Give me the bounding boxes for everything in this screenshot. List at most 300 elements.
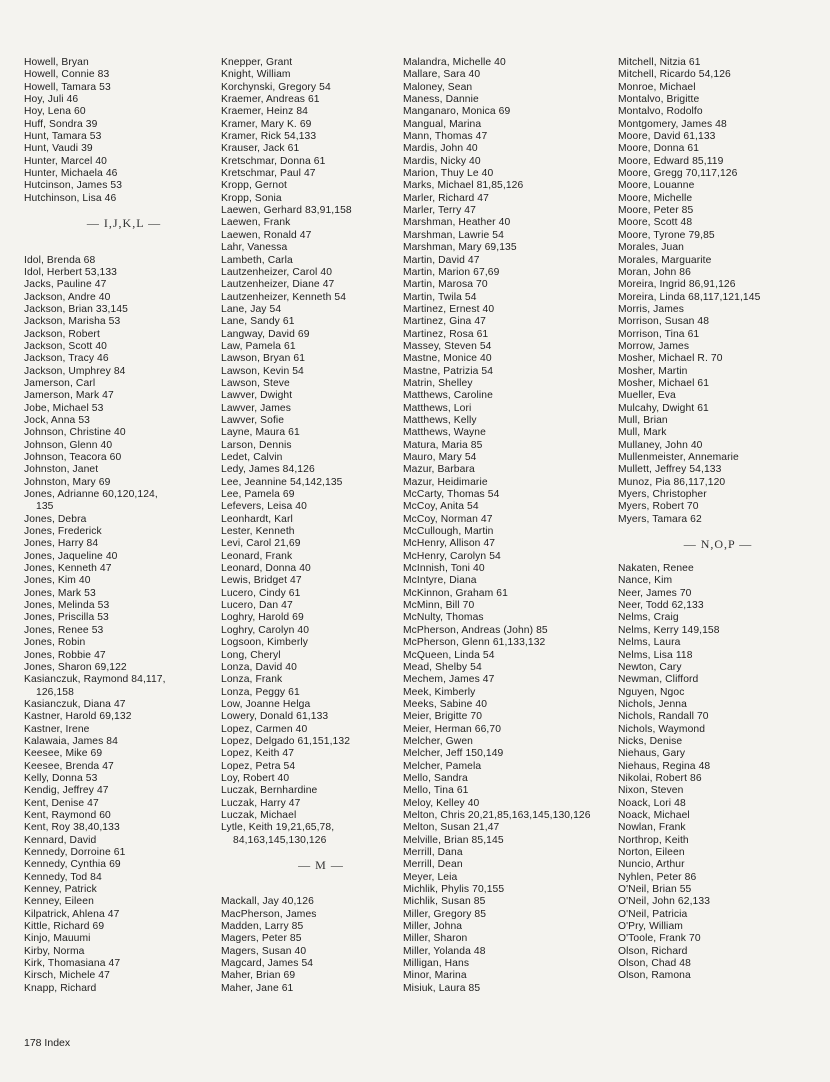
index-entry: Marshman, Heather 40: [403, 217, 511, 229]
index-entry: Jones, Frederick: [24, 526, 102, 538]
index-entry: Lawson, Bryan 61: [221, 353, 306, 365]
index-entry: MacPherson, James: [221, 908, 317, 920]
index-entry: Nance, Kim: [618, 575, 673, 587]
index-entry: Mauro, Mary 54: [403, 452, 477, 463]
index-entry: Lucero, Dan 47: [221, 600, 293, 612]
index-column-4: [618, 57, 818, 983]
index-entry-continuation: 126,158: [36, 686, 74, 698]
index-entry: Myers, Robert 70: [618, 501, 699, 513]
index-entry: Miller, Sharon: [403, 933, 468, 945]
index-entry: Jackson, Andre 40: [24, 291, 111, 303]
index-entry: Lahr, Vanessa: [221, 242, 288, 254]
index-entry: Laewen, Gerhard 83,91,158: [221, 205, 352, 217]
index-entry: Larson, Dennis: [221, 439, 292, 451]
index-entry: Moreira, Ingrid 86,91,126: [618, 279, 736, 291]
index-entry-continuation: 135: [36, 501, 54, 513]
index-entry: McInnish, Toni 40: [403, 563, 485, 575]
index-entry: Krauser, Jack 61: [221, 143, 300, 155]
index-entry: McIntyre, Diana: [403, 575, 477, 587]
index-entry: Newman, Clifford: [618, 674, 699, 686]
index-entry: Kramer, Rick 54,133: [221, 131, 317, 143]
index-entry: Jackson, Umphrey 84: [24, 365, 126, 377]
index-entry: Mazur, Barbara: [403, 464, 475, 476]
index-entry: Korchynski, Gregory 54: [221, 81, 331, 93]
index-entry: Hunt, Tamara 53: [24, 131, 102, 143]
index-entry: Mosher, Michael 61: [618, 377, 710, 389]
spacer: [24, 242, 224, 254]
index-entry: McPherson, Glenn 61,133,132: [403, 637, 546, 649]
index-entry: Kretschmar, Donna 61: [221, 155, 326, 167]
index-entry: Kastner, Irene: [24, 723, 90, 735]
index-entry: Kraemer, Andreas 61: [221, 94, 320, 106]
index-entry: Lytle, Keith 19,21,65,78,: [221, 822, 335, 834]
index-entry: Mull, Brian: [618, 414, 668, 426]
page-footer: 178 Index: [24, 1037, 71, 1049]
index-entry: Laewen, Frank: [221, 217, 291, 229]
index-entry: Jones, Renee 53: [24, 624, 104, 636]
index-entry: McCarty, Thomas 54: [403, 489, 500, 501]
index-entry: Jones, Kenneth 47: [24, 563, 112, 575]
index-entry: Montalvo, Rodolfo: [618, 106, 703, 118]
index-entry: Marks, Michael 81,85,126: [403, 180, 524, 192]
index-entry: Magers, Peter 85: [221, 933, 302, 945]
index-entry: Hunter, Michaela 46: [24, 168, 118, 180]
index-entry: Lautzenheizer, Diane 47: [221, 279, 335, 291]
index-entry: McCoy, Norman 47: [403, 513, 493, 525]
index-entry: Luczak, Bernhardine: [221, 785, 318, 797]
index-entry: Marshman, Lawrie 54: [403, 229, 504, 241]
index-entry: Lopez, Keith 47: [221, 748, 295, 760]
index-entry: Nichols, Randall 70: [618, 711, 709, 723]
index-entry: Merrill, Dana: [403, 847, 463, 858]
index-entry: Johnston, Mary 69: [24, 476, 111, 488]
index-entry: Mulcahy, Dwight 61: [618, 402, 709, 414]
index-entry: Moore, Tyrone 79,85: [618, 229, 715, 241]
index-entry: Mastne, Patrizia 54: [403, 365, 494, 377]
index-entry: Lawson, Kevin 54: [221, 365, 304, 377]
index-entry: Magcard, James 54: [221, 958, 314, 970]
section-header: — N,O,P —: [683, 537, 753, 552]
index-entry: Kennedy, Cynthia 69: [24, 859, 121, 871]
index-entry: Loghry, Harold 69: [221, 612, 304, 624]
index-entry: O'Neil, John 62,133: [618, 896, 711, 908]
index-entry: Martin, Marosa 70: [403, 279, 488, 291]
index-entry: Lawson, Steve: [221, 377, 290, 389]
spacer: [221, 884, 421, 896]
index-entry: Lopez, Delgado 61,151,132: [221, 735, 351, 747]
index-entry: Newton, Cary: [618, 661, 682, 673]
index-entry: Martinez, Ernest 40: [403, 303, 495, 315]
index-entry: Knapp, Richard: [24, 982, 97, 994]
index-entry: Morales, Juan: [618, 242, 684, 254]
index-entry: Miller, Johna: [403, 921, 463, 933]
index-entry: Nyhlen, Peter 86: [618, 871, 697, 883]
index-entry: Johnson, Glenn 40: [24, 439, 113, 451]
index-entry: Melville, Brian 85,145: [403, 834, 504, 846]
index-entry: Kasianczuk, Diana 47: [24, 698, 126, 710]
index-entry: Kennedy, Tod 84: [24, 871, 102, 883]
index-entry: Matthews, Lori: [403, 402, 472, 414]
index-entry: Mechem, James 47: [403, 674, 495, 686]
index-entry: O'Neil, Brian 55: [618, 884, 692, 896]
index-entry: Mardis, John 40: [403, 143, 478, 155]
index-entry: Moore, Donna 61: [618, 143, 700, 155]
index-entry: Kirsch, Michele 47: [24, 970, 110, 982]
index-entry: Melcher, Pamela: [403, 760, 482, 772]
index-entry: Kropp, Sonia: [221, 192, 282, 204]
index-entry: Jackson, Marisha 53: [24, 316, 121, 328]
index-entry: Mann, Thomas 47: [403, 131, 488, 143]
index-entry: Martinez, Rosa 61: [403, 328, 489, 340]
index-entry: Myers, Christopher: [618, 489, 707, 501]
index-entry: Nowlan, Frank: [618, 822, 686, 834]
index-entry: Kirk, Thomasiana 47: [24, 958, 121, 970]
index-entry: Kent, Roy 38,40,133: [24, 822, 120, 834]
index-entry: Nelms, Kerry 149,158: [618, 624, 720, 636]
index-entry: Melcher, Jeff 150,149: [403, 748, 504, 760]
index-entry: Morrison, Tina 61: [618, 328, 700, 340]
index-entry: Kirby, Norma: [24, 945, 85, 957]
index-entry: Mazur, Heidimarie: [403, 476, 488, 488]
index-entry: Mackall, Jay 40,126: [221, 896, 314, 908]
index-entry: Moore, Michelle: [618, 192, 693, 204]
index-entry: Lefevers, Leisa 40: [221, 501, 307, 513]
index-entry: Langway, David 69: [221, 328, 310, 340]
index-entry: Melton, Susan 21,47: [403, 822, 500, 834]
index-entry: Martin, David 47: [403, 254, 480, 266]
index-entry: McKinnon, Graham 61: [403, 587, 508, 599]
index-entry: Loy, Robert 40: [221, 772, 290, 784]
index-entry: Lester, Kenneth: [221, 526, 295, 538]
index-entry: McCullough, Martin: [403, 526, 494, 538]
index-entry: Kilpatrick, Ahlena 47: [24, 908, 120, 920]
index-entry: Jones, Sharon 69,122: [24, 661, 127, 673]
index-entry: Howell, Bryan: [24, 57, 89, 68]
index-entry: Kenney, Patrick: [24, 884, 97, 896]
index-entry: Huff, Sondra 39: [24, 118, 98, 130]
index-entry: McHenry, Carolyn 54: [403, 550, 501, 562]
index-entry: Milligan, Hans: [403, 958, 470, 970]
index-entry: Matthews, Kelly: [403, 414, 477, 426]
index-entry: Lane, Sandy 61: [221, 316, 295, 328]
index-entry: Morris, James: [618, 303, 684, 315]
index-entry: Lonza, David 40: [221, 661, 297, 673]
index-entry: Martinez, Gina 47: [403, 316, 486, 328]
index-entry: Kent, Raymond 60: [24, 809, 111, 821]
index-entry: Matura, Maria 85: [403, 439, 483, 451]
index-entry: Merrill, Dean: [403, 859, 463, 871]
index-entry: O'Toole, Frank 70: [618, 933, 701, 945]
index-entry: Leonhardt, Karl: [221, 513, 293, 525]
index-entry: Leonard, Donna 40: [221, 563, 311, 575]
index-entry: Melcher, Gwen: [403, 735, 473, 747]
index-entry: Knight, William: [221, 69, 291, 81]
index-entry: Lowery, Donald 61,133: [221, 711, 329, 723]
index-entry: McQueen, Linda 54: [403, 649, 495, 661]
index-entry: Mitchell, Nitzia 61: [618, 57, 701, 68]
index-entry: Jacks, Pauline 47: [24, 279, 107, 291]
index-entry: Kennedy, Dorroine 61: [24, 847, 126, 858]
index-entry: Nuncio, Arthur: [618, 859, 685, 871]
index-entry: Lautzenheizer, Kenneth 54: [221, 291, 347, 303]
index-entry: Nelms, Craig: [618, 612, 679, 624]
index-entry: Kraemer, Heinz 84: [221, 106, 308, 118]
index-entry: Keesee, Brenda 47: [24, 760, 114, 772]
index-entry-continuation: 84,163,145,130,126: [233, 834, 327, 846]
index-entry: Meyer, Leia: [403, 871, 458, 883]
index-entry: Mullaney, John 40: [618, 439, 703, 451]
index-entry: Niehaus, Gary: [618, 748, 686, 760]
index-entry: Maloney, Sean: [403, 81, 473, 93]
index-entry: Olson, Chad 48: [618, 958, 691, 970]
index-entry: Kelly, Donna 53: [24, 772, 98, 784]
section-header: — I,J,K,L —: [86, 216, 162, 231]
index-entry: Nguyen, Ngoc: [618, 686, 685, 698]
index-entry: Johnson, Christine 40: [24, 427, 126, 439]
index-entry: Kittle, Richard 69: [24, 921, 105, 933]
index-entry: McCoy, Anita 54: [403, 501, 479, 513]
index-entry: Matthews, Wayne: [403, 427, 486, 439]
index-entry: Levi, Carol 21,69: [221, 538, 301, 550]
index-entry: Johnston, Janet: [24, 464, 99, 476]
index-entry: Nicks, Denise: [618, 735, 683, 747]
index-entry: Meek, Kimberly: [403, 686, 476, 698]
index-entry: Matthews, Caroline: [403, 390, 493, 402]
index-entry: Jones, Robin: [24, 637, 86, 649]
index-entry: Luczak, Harry 47: [221, 797, 301, 809]
index-entry: Mardis, Nicky 40: [403, 155, 481, 167]
index-entry: Hunter, Marcel 40: [24, 155, 107, 167]
index-entry: Lawver, James: [221, 402, 291, 414]
index-entry: Howell, Tamara 53: [24, 81, 111, 93]
index-entry: Mello, Tina 61: [403, 785, 469, 797]
index-entry: Kretschmar, Paul 47: [221, 168, 316, 180]
index-entry: Jones, Melinda 53: [24, 600, 110, 612]
index-entry: Noack, Lori 48: [618, 797, 686, 809]
index-entry: Mull, Mark: [618, 427, 667, 439]
index-entry: Norton, Eileen: [618, 847, 685, 858]
index-entry: Jamerson, Mark 47: [24, 390, 114, 402]
index-entry: Niehaus, Regina 48: [618, 760, 711, 772]
index-entry: Logsoon, Kimberly: [221, 637, 308, 649]
index-entry: Moore, Peter 85: [618, 205, 694, 217]
index-entry: Marion, Thuy Le 40: [403, 168, 494, 180]
index-entry: Lonza, Frank: [221, 674, 283, 686]
section-header: — M —: [298, 858, 344, 873]
index-entry: Jamerson, Carl: [24, 377, 96, 389]
index-entry: Matrin, Shelley: [403, 377, 473, 389]
index-entry: Long, Cheryl: [221, 649, 281, 661]
index-entry: Meeks, Sabine 40: [403, 698, 488, 710]
index-entry: Hutchinson, Lisa 46: [24, 192, 117, 204]
index-entry: Martin, Marion 67,69: [403, 266, 500, 278]
index-entry: Jones, Jaqueline 40: [24, 550, 118, 562]
index-entry: Meier, Brigitte 70: [403, 711, 483, 723]
index-entry: Moore, Louanne: [618, 180, 695, 192]
index-entry: Jackson, Robert: [24, 328, 100, 340]
index-entry: Law, Pamela 61: [221, 340, 296, 352]
index-entry: Howell, Connie 83: [24, 69, 110, 81]
index-entry: Meier, Herman 66,70: [403, 723, 502, 735]
index-entry: Nelms, Laura: [618, 637, 681, 649]
index-entry: McMinn, Bill 70: [403, 600, 475, 612]
index-entry: Maness, Dannie: [403, 94, 479, 106]
index-entry: Kinjo, Mauumi: [24, 933, 91, 945]
index-entry: Kramer, Mary K. 69: [221, 118, 312, 130]
index-entry: Malandra, Michelle 40: [403, 57, 506, 68]
index-entry: Hutcinson, James 53: [24, 180, 123, 192]
index-entry: Moran, John 86: [618, 266, 691, 278]
index-entry: Massey, Steven 54: [403, 340, 492, 352]
index-entry: Montgomery, James 48: [618, 118, 727, 130]
index-entry: Michlik, Phylis 70,155: [403, 884, 505, 896]
index-entry: Mead, Shelby 54: [403, 661, 482, 673]
index-entry: Nelms, Lisa 118: [618, 649, 693, 661]
index-entry: Lawver, Dwight: [221, 390, 293, 402]
index-entry: Olson, Ramona: [618, 970, 691, 982]
index-entry: Kasianczuk, Raymond 84,117,: [24, 674, 166, 686]
index-entry: Marler, Richard 47: [403, 192, 489, 204]
index-entry: Hoy, Lena 60: [24, 106, 86, 118]
index-entry: Maher, Jane 61: [221, 982, 294, 994]
index-entry: Munoz, Pia 86,117,120: [618, 476, 726, 488]
index-entry: Nichols, Jenna: [618, 698, 687, 710]
index-entry: Low, Joanne Helga: [221, 698, 311, 710]
index-entry: Melton, Chris 20,21,85,163,145,130,126: [403, 809, 591, 821]
index-entry: Morrow, James: [618, 340, 690, 352]
index-entry: Nikolai, Robert 86: [618, 772, 702, 784]
index-entry: Lonza, Peggy 61: [221, 686, 300, 698]
spacer: [618, 551, 818, 563]
index-entry: Knepper, Grant: [221, 57, 293, 68]
index-entry: Minor, Marina: [403, 970, 467, 982]
index-entry: Johnson, Teacora 60: [24, 452, 122, 463]
index-entry: Moore, Gregg 70,117,126: [618, 168, 738, 180]
index-entry: Lautzenheizer, Carol 40: [221, 266, 333, 278]
index-entry: Myers, Tamara 62: [618, 513, 702, 525]
index-entry: Magers, Susan 40: [221, 945, 307, 957]
index-entry: Lane, Jay 54: [221, 303, 282, 315]
index-entry: Idol, Herbert 53,133: [24, 266, 118, 278]
index-entry: Michlik, Susan 85: [403, 896, 486, 908]
index-entry: Lambeth, Carla: [221, 254, 293, 266]
index-entry: Neer, Todd 62,133: [618, 600, 704, 612]
index-entry: Montalvo, Brigitte: [618, 94, 700, 106]
index-entry: Luczak, Michael: [221, 809, 297, 821]
index-entry: Laewen, Ronald 47: [221, 229, 312, 241]
index-entry: Neer, James 70: [618, 587, 692, 599]
index-entry: Kennard, David: [24, 834, 97, 846]
index-entry: Jones, Harry 84: [24, 538, 99, 550]
index-entry: Jackson, Brian 33,145: [24, 303, 128, 315]
index-entry: Kastner, Harold 69,132: [24, 711, 132, 723]
index-entry: Mueller, Eva: [618, 390, 676, 402]
index-entry: Jackson, Scott 40: [24, 340, 107, 352]
index-entry: Madden, Larry 85: [221, 921, 304, 933]
index-entry: Meloy, Kelley 40: [403, 797, 480, 809]
index-entry: Nichols, Waymond: [618, 723, 706, 735]
index-entry: Mallare, Sara 40: [403, 69, 481, 81]
index-entry: Lee, Pamela 69: [221, 489, 295, 501]
index-entry: Moore, Edward 85,119: [618, 155, 724, 167]
index-entry: Lucero, Cindy 61: [221, 587, 301, 599]
index-entry: Kenney, Eileen: [24, 896, 94, 908]
index-entry: McPherson, Andreas (John) 85: [403, 624, 548, 636]
index-entry: Mitchell, Ricardo 54,126: [618, 69, 731, 81]
index-entry: Manganaro, Monica 69: [403, 106, 511, 118]
index-entry: Kent, Denise 47: [24, 797, 99, 809]
index-entry: Ledet, Calvin: [221, 452, 283, 463]
index-entry: Jones, Robbie 47: [24, 649, 106, 661]
index-column-3: [403, 57, 603, 995]
index-entry: Loghry, Carolyn 40: [221, 624, 310, 636]
index-column-2: [221, 57, 421, 995]
index-entry: Monroe, Michael: [618, 81, 696, 93]
index-entry: Jock, Anna 53: [24, 414, 90, 426]
index-entry: Jones, Mark 53: [24, 587, 96, 599]
index-entry: McNulty, Thomas: [403, 612, 484, 624]
index-entry: Moreira, Linda 68,117,121,145: [618, 291, 761, 303]
index-entry: Marler, Terry 47: [403, 205, 476, 217]
index-entry: Miller, Yolanda 48: [403, 945, 486, 957]
index-entry: McHenry, Allison 47: [403, 538, 496, 550]
index-entry: Jones, Priscilla 53: [24, 612, 109, 624]
index-entry: Ledy, James 84,126: [221, 464, 315, 476]
index-entry: Jones, Debra: [24, 513, 87, 525]
index-entry: Mosher, Martin: [618, 365, 688, 377]
index-entry: Miller, Gregory 85: [403, 908, 487, 920]
index-column-1: [24, 57, 224, 995]
index-entry: Mangual, Marina: [403, 118, 482, 130]
index-entry: Kropp, Gernot: [221, 180, 287, 192]
index-entry: Nakaten, Renee: [618, 563, 694, 575]
index-entry: Mullett, Jeffrey 54,133: [618, 464, 722, 476]
index-entry: Mastne, Monice 40: [403, 353, 492, 365]
index-entry: Noack, Michael: [618, 809, 690, 821]
index-entry: Kendig, Jeffrey 47: [24, 785, 109, 797]
index-entry: Lopez, Petra 54: [221, 760, 296, 772]
index-entry: Jones, Kim 40: [24, 575, 91, 587]
index-entry: Marshman, Mary 69,135: [403, 242, 517, 254]
index-entry: Mosher, Michael R. 70: [618, 353, 723, 365]
index-entry: Lee, Jeannine 54,142,135: [221, 476, 343, 488]
spacer: [24, 230, 224, 242]
index-entry: Morales, Marguarite: [618, 254, 712, 266]
index-entry: Northrop, Keith: [618, 834, 689, 846]
index-entry: Leonard, Frank: [221, 550, 293, 562]
index-entry: Idol, Brenda 68: [24, 254, 96, 266]
index-entry: Jackson, Tracy 46: [24, 353, 109, 365]
index-entry: Mello, Sandra: [403, 772, 468, 784]
index-entry: Moore, Scott 48: [618, 217, 693, 229]
index-entry: Olson, Richard: [618, 945, 688, 957]
index-entry: Nixon, Steven: [618, 785, 684, 797]
index-entry: O'Neil, Patricia: [618, 908, 688, 920]
index-entry: Lopez, Carmen 40: [221, 723, 308, 735]
index-entry: Moore, David 61,133: [618, 131, 716, 143]
index-entry: Lawver, Sofie: [221, 414, 285, 426]
index-entry: Jones, Adrianne 60,120,124,: [24, 489, 158, 501]
index-entry: Jobe, Michael 53: [24, 402, 104, 414]
index-entry: Layne, Maura 61: [221, 427, 300, 439]
index-entry: Keesee, Mike 69: [24, 748, 103, 760]
index-entry: Hunt, Vaudi 39: [24, 143, 93, 155]
index-entry: Lewis, Bridget 47: [221, 575, 302, 587]
index-entry: Kalawaia, James 84: [24, 735, 118, 747]
index-entry: Maher, Brian 69: [221, 970, 296, 982]
index-entry: Mullenmeister, Annemarie: [618, 452, 739, 463]
index-entry: O'Pry, William: [618, 921, 683, 933]
